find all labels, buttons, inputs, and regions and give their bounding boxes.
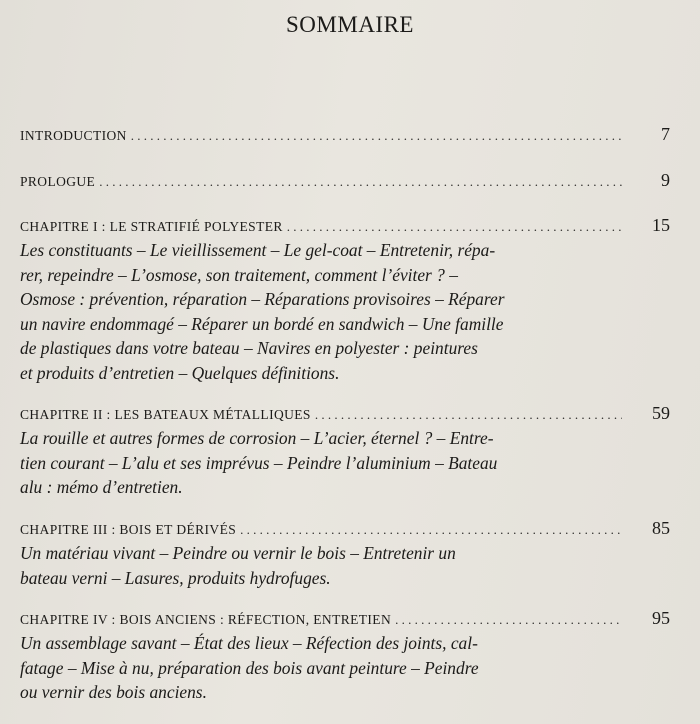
leader-dots <box>131 128 622 144</box>
toc-entry-chapter-1[interactable] <box>20 215 670 386</box>
toc-heading-row <box>20 518 670 539</box>
description-line: bateau verni – Lasures, produits hydrofuges. <box>20 567 331 588</box>
leader-dots <box>395 612 622 628</box>
toc-entry-chapter-3[interactable] <box>20 518 670 590</box>
description-line: un navire endommagé – Réparer un bordé en sandwich – Une famille <box>20 313 504 334</box>
toc-entry-title: PROLOGUE <box>20 174 96 189</box>
leader-dots <box>240 522 622 538</box>
chapter-description <box>20 541 620 590</box>
description-line: Les constituants – Le vieillissement – Le gel-coat – Entretenir, répa- <box>20 240 496 260</box>
leader-dots <box>99 174 622 190</box>
toc-page-number: 85 <box>652 518 670 538</box>
toc-page-number: 9 <box>661 170 670 190</box>
description-line: et produits d’entretien – Quelques définitions. <box>20 362 340 383</box>
leader-dots <box>287 219 622 235</box>
chapter-description <box>20 238 620 386</box>
toc-entry-title: CHAPITRE III : BOIS ET DÉRIVÉS <box>20 522 237 537</box>
toc-page-number: 15 <box>652 215 670 235</box>
description-line: alu : mémo d’entretien. <box>20 477 183 498</box>
description-line: tien courant – L’alu et ses imprévus – Peindre l’aluminium – Bateau <box>20 452 498 473</box>
description-line: Osmose : prévention, réparation – Réparations provisoires – Réparer <box>20 289 505 310</box>
toc-entry-prologue[interactable] <box>20 170 670 191</box>
toc-heading-row <box>20 170 670 191</box>
toc-entry-title: CHAPITRE I : LE STRATIFIÉ POLYESTER <box>20 219 283 234</box>
description-line: Un assemblage savant – État des lieux – Réfection des joints, cal- <box>20 633 478 653</box>
toc-page-number: 95 <box>652 608 670 628</box>
toc-entry-title: INTRODUCTION <box>20 128 127 143</box>
description-line: de plastiques dans votre bateau – Navires en polyester : peintures <box>20 338 478 359</box>
description-line: Un matériau vivant – Peindre ou vernir le bois – Entretenir un <box>20 543 456 563</box>
page-title: SOMMAIRE <box>286 12 414 37</box>
toc-page-number: 7 <box>661 124 670 144</box>
toc-heading-row <box>20 403 670 424</box>
description-line: ou vernir des bois anciens. <box>20 682 207 703</box>
toc-heading-row <box>20 608 670 629</box>
chapter-description <box>20 426 620 500</box>
chapter-description <box>20 631 620 705</box>
toc-entry-chapter-4[interactable] <box>20 608 670 705</box>
toc-heading-row <box>20 215 670 236</box>
leader-dots <box>315 407 622 423</box>
toc-entry-title: CHAPITRE II : LES BATEAUX MÉTALLIQUES <box>20 407 311 422</box>
toc-entry-title: CHAPITRE IV : BOIS ANCIENS : RÉFECTION, ENTRETIEN <box>20 612 392 627</box>
toc-entry-chapter-2[interactable] <box>20 403 670 500</box>
toc-heading-row <box>20 124 670 145</box>
description-line: La rouille et autres formes de corrosion – L’acier, éternel ? – Entre- <box>20 428 494 448</box>
toc-entry-introduction[interactable] <box>20 124 670 145</box>
toc-page-number: 59 <box>652 403 670 423</box>
description-line: fatage – Mise à nu, préparation des bois avant peinture – Peindre <box>20 657 479 678</box>
description-line: rer, repeindre – L’osmose, son traitement, comment l’éviter ? – <box>20 264 458 285</box>
